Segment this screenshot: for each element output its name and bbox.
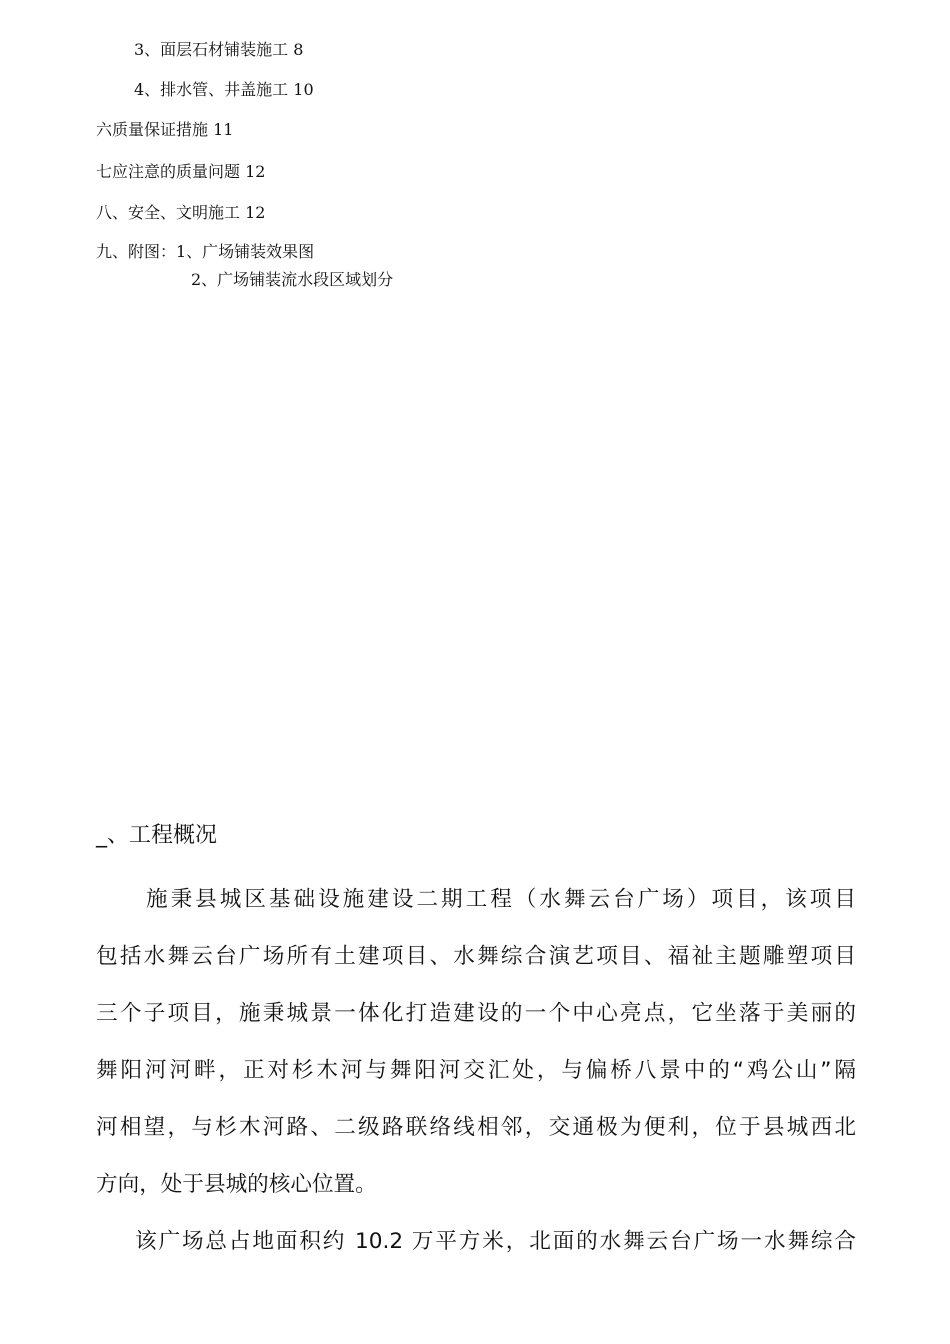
toc-item-3: 3、面层石材铺装施工 8 — [134, 40, 304, 59]
section-heading: _、工程概况 — [96, 823, 218, 848]
paragraph-line: 舞阳河河畔，正对杉木河与舞阳河交汇处，与偏桥八景中的“鸡公山”隔 — [96, 1058, 856, 1083]
paragraph-line: 河相望，与杉木河路、二级路联络线相邻，交通极为便利，位于县城西北 — [96, 1115, 856, 1140]
paragraph-line: 施秉县城区基础设施建设二期工程（水舞云台广场）项目，该项目 — [146, 887, 856, 912]
paragraph-line: 该广场总占地面积约 10.2 万平方米，北面的水舞云台广场一水舞综合 — [135, 1229, 856, 1254]
toc-item-6: 六质量保证措施 11 — [96, 120, 234, 139]
toc-item-7: 七应注意的质量问题 12 — [96, 162, 266, 181]
paragraph-line: 三个子项目，施秉城景一体化打造建设的一个中心亮点，它坐落于美丽的 — [96, 1001, 856, 1026]
toc-item-4: 4、排水管、井盖施工 10 — [134, 80, 314, 99]
paragraph-line: 包括水舞云台广场所有土建项目、水舞综合演艺项目、福祉主题雕塑项目 — [96, 944, 856, 969]
toc-item-8: 八、安全、文明施工 12 — [96, 203, 266, 222]
paragraph-line: 方向，处于县城的核心位置。 — [96, 1172, 377, 1197]
toc-item-9-sub: 2、广场铺装流水段区域划分 — [191, 270, 394, 289]
toc-item-9: 九、附图：1、广场铺装效果图 — [96, 242, 315, 261]
